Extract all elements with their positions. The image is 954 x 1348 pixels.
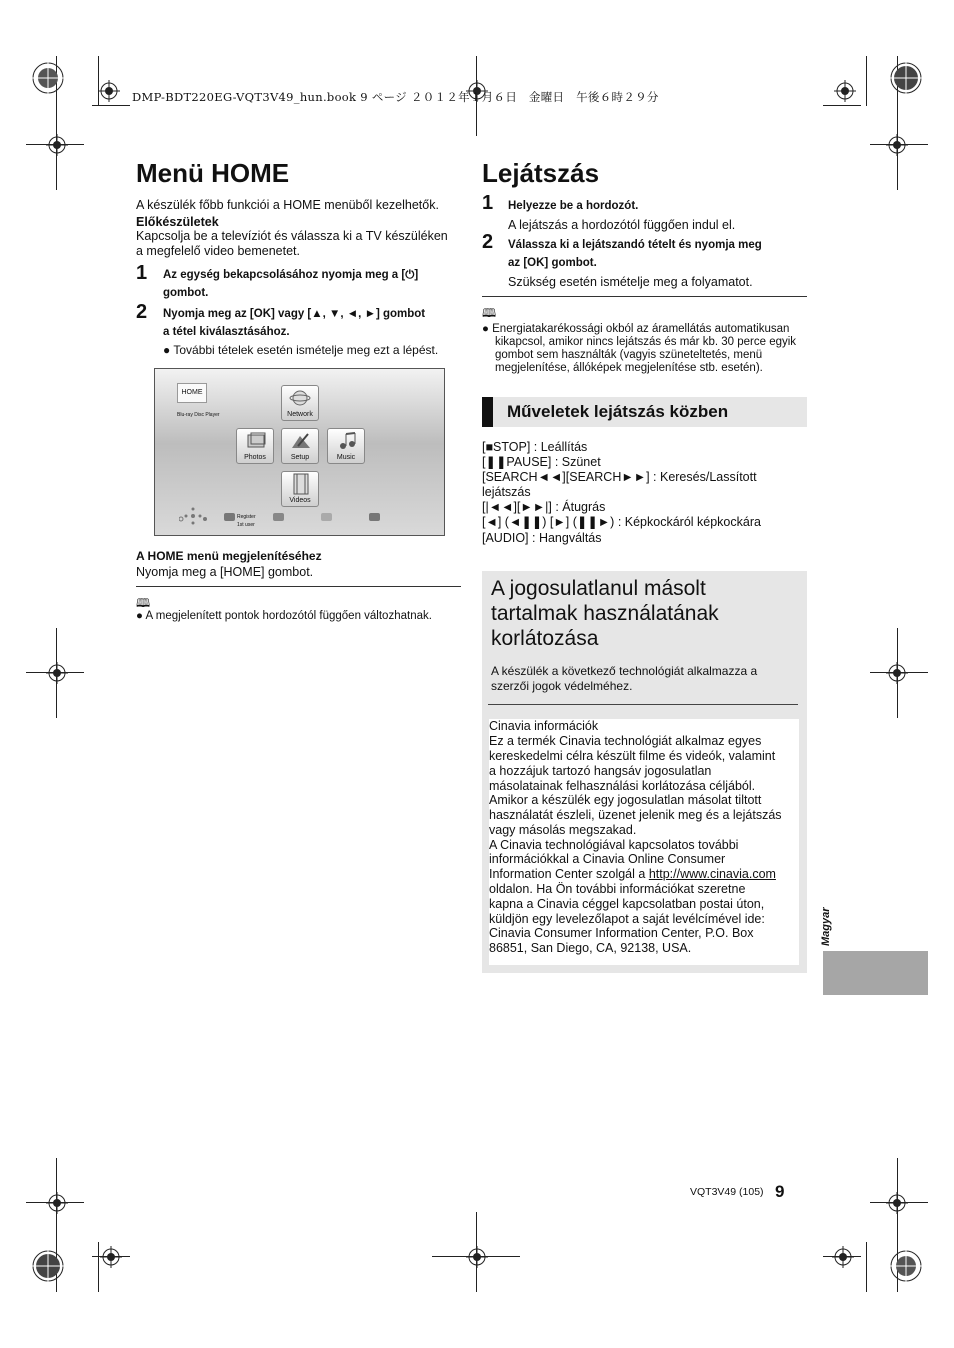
cinavia-title: [491, 576, 719, 651]
player-label: Blu-ray Disc Player: [177, 412, 220, 418]
ops-line: [■STOP] : Leállítás: [482, 440, 588, 454]
crosshair-icon: [834, 80, 856, 102]
registration-mark-icon: [890, 62, 922, 94]
tile-photos: Photos: [236, 428, 274, 464]
ops-line: lejátszás: [482, 485, 531, 499]
note-line: ● Energiatakarékossági okból az áramellátás automatikusan: [482, 323, 790, 335]
registration-mark-icon: [890, 1250, 922, 1282]
setup-icon: [290, 432, 312, 450]
prep-heading: Előkészületek: [136, 215, 219, 229]
cinavia-line: információkkal a Cinavia Online Consumer: [489, 852, 726, 866]
ops-title: Műveletek lejátszás közben: [507, 402, 729, 421]
side-language-tab: [823, 951, 928, 995]
note-bullet: ● A megjelenített pontok hordozótól függően változhatnak.: [136, 610, 432, 622]
ops-line: [|◄◄][►►|] : Átugrás: [482, 500, 606, 514]
display-heading: A HOME menü megjelenítéséhez: [136, 549, 322, 563]
ops-header-bar: [482, 397, 807, 427]
cinavia-line: másolatainak felhasználási korlátozása céljából.: [489, 779, 756, 793]
cinavia-line: használatát észleli, üzenet jelenik meg és a lejátszás: [489, 808, 782, 822]
step-bullet: ● További tételek esetén ismételje meg ezt a lépést.: [163, 343, 439, 357]
step-text: Az egység bekapcsolásához nyomja meg a [⏻]: [163, 269, 419, 281]
home-intro: A készülék főbb funkciói a HOME menüből kezelhetők.: [136, 198, 439, 212]
cinavia-intro: szerzői jogok védelméhez.: [491, 679, 633, 693]
step-text: Válassza ki a lejátszandó tételt és nyomja meg: [508, 239, 762, 251]
step-number: 2: [482, 231, 494, 253]
cinavia-line: kapna a Cinavia céggel kapcsolatban postai úton,: [489, 897, 765, 911]
crosshair-icon: [886, 662, 908, 684]
side-language-label: Magyar: [820, 907, 832, 946]
home-title: Menü HOME: [136, 158, 290, 188]
crosshair-icon: [46, 662, 68, 684]
film-icon: [291, 473, 311, 495]
ops-header-accent: [482, 397, 493, 427]
cinavia-line: küldjön egy levelezőlapot a saját levélcímével ide:: [489, 912, 765, 926]
ops-line: [◄] (◄❚❚) [►] (❚❚►) : Képkockáról képkockára: [482, 515, 761, 529]
page-number: 9: [775, 1182, 785, 1201]
step-text: Helyezze be a hordozót.: [508, 200, 639, 212]
photos-icon: [245, 432, 267, 450]
ops-line: [SEARCH◄◄][SEARCH►►] : Keresés/Lassított: [482, 470, 757, 484]
cinavia-line: vagy másolás megszakad.: [489, 823, 637, 837]
prep-text: a megfelelő video bemenetet.: [136, 244, 300, 258]
globe-icon: [289, 389, 311, 407]
step-text: az [OK] gombot.: [508, 257, 597, 269]
crop-mark: [98, 1242, 99, 1292]
prep-text: Kapcsolja be a televíziót és válassza ki a TV készüléken: [136, 229, 448, 243]
color-button-blue: [369, 513, 380, 521]
crosshair-icon: [46, 134, 68, 156]
tile-setup: Setup: [281, 428, 319, 464]
color-button-yellow: [321, 513, 332, 521]
tile-videos: Videos: [281, 471, 319, 507]
divider: [482, 296, 807, 297]
cinavia-title-line: tartalmak használatának: [491, 602, 719, 625]
color-button-red: [224, 513, 235, 521]
step-text: a tétel kiválasztásához.: [163, 326, 290, 338]
document-code: VQT3V49 (105): [690, 1186, 764, 1198]
cinavia-link[interactable]: http://www.cinavia.com: [648, 867, 776, 881]
divider: [488, 704, 798, 705]
cinavia-title-line: A jogosulatlanul másolt: [491, 577, 706, 600]
book-icon: 🕮: [482, 306, 497, 320]
display-text: Nyomja meg a [HOME] gombot.: [136, 565, 314, 579]
music-icon: [336, 432, 358, 450]
note-line: gombot sem használták (vagyis szüneteltetés, menü: [495, 349, 763, 361]
cinavia-link-prefix: Information Center szolgál a: [489, 867, 649, 881]
navigation-pad-icon: [179, 505, 207, 527]
play-title: Lejátszás: [482, 158, 600, 188]
registration-mark-icon: [32, 62, 64, 94]
crop-mark: [866, 56, 867, 106]
crosshair-icon: [46, 1192, 68, 1214]
tile-network: Network: [281, 385, 319, 421]
cinavia-line: Cinavia Consumer Information Center, P.O. Box: [489, 926, 754, 940]
cinavia-line: a hozzájuk tartozó hangsáv jogosulatlan: [489, 764, 712, 778]
step-detail: Szükség esetén ismételje meg a folyamatot.: [508, 275, 753, 289]
cinavia-line: A Cinavia technológiával kapcsolatos további: [489, 838, 739, 852]
cinavia-link-line: [489, 867, 776, 882]
note-line: kikapcsol, amikor nincs lejátszás és már kb. 30 perce egyik: [495, 336, 797, 348]
divider: [136, 586, 461, 587]
color-button-green: [273, 513, 284, 521]
cinavia-line: 86851, San Diego, CA, 92138, USA.: [489, 941, 692, 955]
crop-mark: [866, 1242, 867, 1292]
cinavia-line: Amikor a készülék egy jogosulatlan másolat tiltott: [489, 793, 762, 807]
note-line: megjelenítése, állóképek megjelenítése stb. esetén).: [495, 362, 763, 374]
crosshair-icon: [886, 1192, 908, 1214]
registration-mark-icon: [32, 1250, 64, 1282]
step-number: 2: [136, 301, 148, 323]
crosshair-icon: [886, 134, 908, 156]
crosshair-icon: [98, 80, 120, 102]
cinavia-line: oldalon. Ha Ön további információkat szeretne: [489, 882, 746, 896]
crosshair-icon: [466, 1246, 488, 1268]
step-text: Nyomja meg az [OK] vagy [▲, ▼, ◄, ►] gombot: [163, 308, 426, 320]
cinavia-info-panel: [489, 719, 799, 965]
ops-line: [AUDIO] : Hangváltás: [482, 531, 602, 545]
register-label: [237, 513, 256, 529]
book-icon: 🕮: [136, 596, 151, 610]
cinavia-line: kereskedelmi célra készült filme és videók, valamint: [489, 749, 776, 763]
ops-line: [❚❚PAUSE] : Szünet: [482, 455, 601, 469]
step-number: 1: [482, 192, 494, 214]
step-detail: A lejátszás a hordozótól függően indul el.: [508, 218, 736, 232]
cinavia-intro: A készülék a következő technológiát alkalmazza a: [491, 664, 758, 678]
crop-mark: [823, 105, 861, 106]
register-line: Register: [237, 514, 256, 520]
home-label: HOME: [177, 383, 207, 403]
crosshair-icon: [832, 1246, 854, 1268]
print-header: DMP-BDT220EG-VQT3V49_hun.book 9 ページ ２０１２年１月６日 金曜日 午後６時２９分: [132, 90, 659, 104]
cinavia-line: Ez a termék Cinavia technológiát alkalmaz egyes: [489, 734, 762, 748]
crosshair-icon: [100, 1246, 122, 1268]
home-menu-screen: [154, 368, 445, 536]
step-text: gombot.: [163, 287, 209, 299]
tile-music: Music: [327, 428, 365, 464]
cinavia-heading: Cinavia információk: [489, 719, 599, 733]
register-line: 1st user: [237, 522, 255, 528]
crop-mark: [92, 105, 130, 106]
step-number: 1: [136, 262, 148, 284]
cinavia-title-line: korlátozása: [491, 627, 599, 650]
